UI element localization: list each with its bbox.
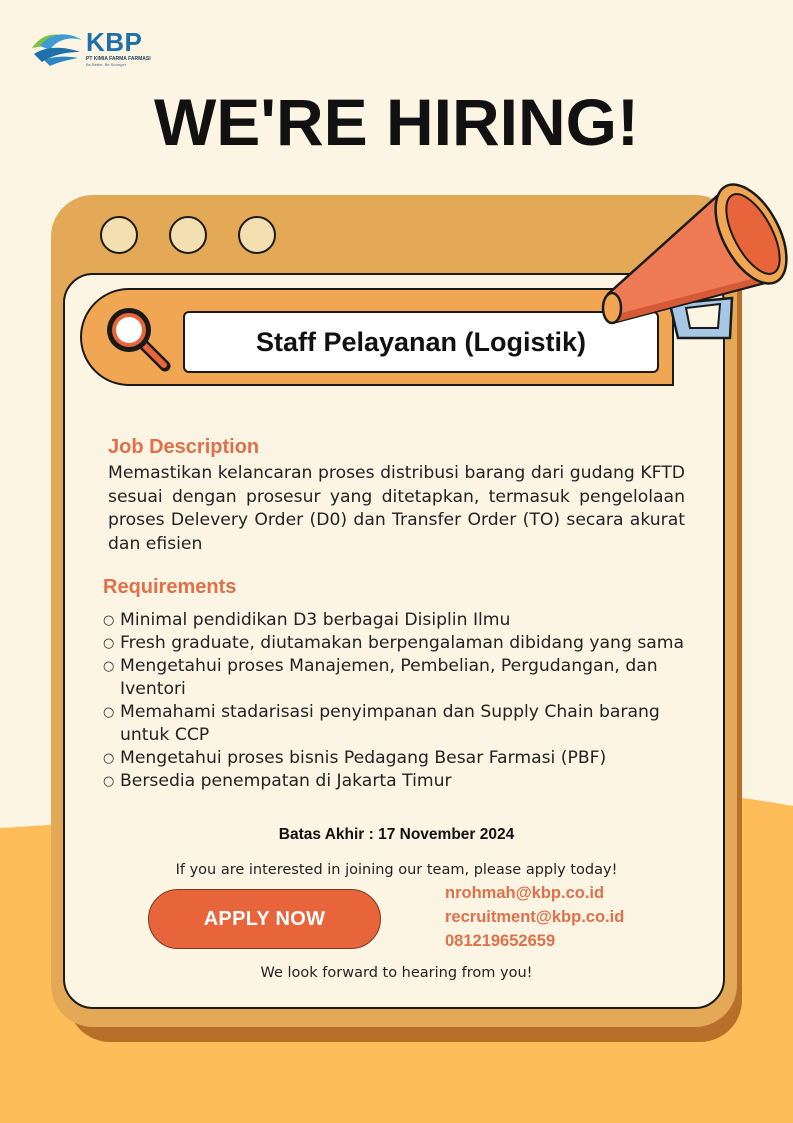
apply-now-button[interactable]: APPLY NOW: [148, 889, 381, 949]
requirements-list: [103, 609, 713, 793]
window-dot-1: [100, 216, 138, 254]
requirement-item: ○ Minimal pendidikan D3 berbagai Disiplin Ilmu: [103, 610, 511, 630]
invite-text: If you are interested in joining our team, please apply today!: [175, 862, 618, 878]
job-title: Staff Pelayanan (Logistik): [183, 311, 659, 373]
requirement-item: ○ Memahami stadarisasi penyimpanan dan Supply Chain barang untuk CCP: [103, 702, 660, 745]
job-description-heading: Job Description: [108, 436, 260, 458]
logo-wordmark: KBP: [86, 27, 143, 57]
job-description-text: Memastikan kelancaran proses distribusi barang dari gudang KFTD sesuai dengan prosesur yang ditetapkan, termasuk pengelolaan proses Delevery Order (D0) dan Transfer Order (TO) secara akurat dan efisien: [108, 463, 685, 554]
window-dot-3: [238, 216, 276, 254]
search-icon: [99, 300, 173, 374]
contact-email-2[interactable]: recruitment@kbp.co.id: [445, 908, 625, 926]
closing-text: We look forward to hearing from you!: [260, 965, 533, 981]
logo-tagline: Be Better, Be Stronger: [86, 62, 127, 67]
contact-phone[interactable]: 081219652659: [445, 932, 556, 950]
bullet-icon: ○: [103, 751, 115, 766]
window-dot-2: [169, 216, 207, 254]
hiring-headline: WE'RE HIRING!: [153, 85, 639, 159]
requirements-heading: Requirements: [103, 576, 237, 598]
requirement-item: ○ Bersedia penempatan di Jakarta Timur: [103, 771, 452, 791]
application-deadline: Batas Akhir : 17 November 2024: [278, 826, 515, 843]
kbp-logo-icon: [30, 26, 86, 66]
contact-email-1[interactable]: nrohmah@kbp.co.id: [445, 884, 605, 902]
requirement-item: ○ Mengetahui proses bisnis Pedagang Besar Farmasi (PBF): [103, 748, 607, 768]
kbp-logo: [30, 26, 155, 70]
requirement-item: ○ Mengetahui proses Manajemen, Pembelian, Pergudangan, dan Iventori: [103, 656, 658, 699]
megaphone-icon: [600, 176, 793, 351]
bullet-icon: ○: [103, 613, 115, 628]
bullet-icon: ○: [103, 636, 115, 651]
bullet-icon: ○: [103, 659, 115, 674]
bullet-icon: ○: [103, 705, 115, 720]
requirement-item: ○ Fresh graduate, diutamakan berpengalaman dibidang yang sama: [103, 633, 685, 653]
logo-company-name: PT KIMIA FARMA FARMASI: [86, 56, 151, 62]
bullet-icon: ○: [103, 774, 115, 789]
